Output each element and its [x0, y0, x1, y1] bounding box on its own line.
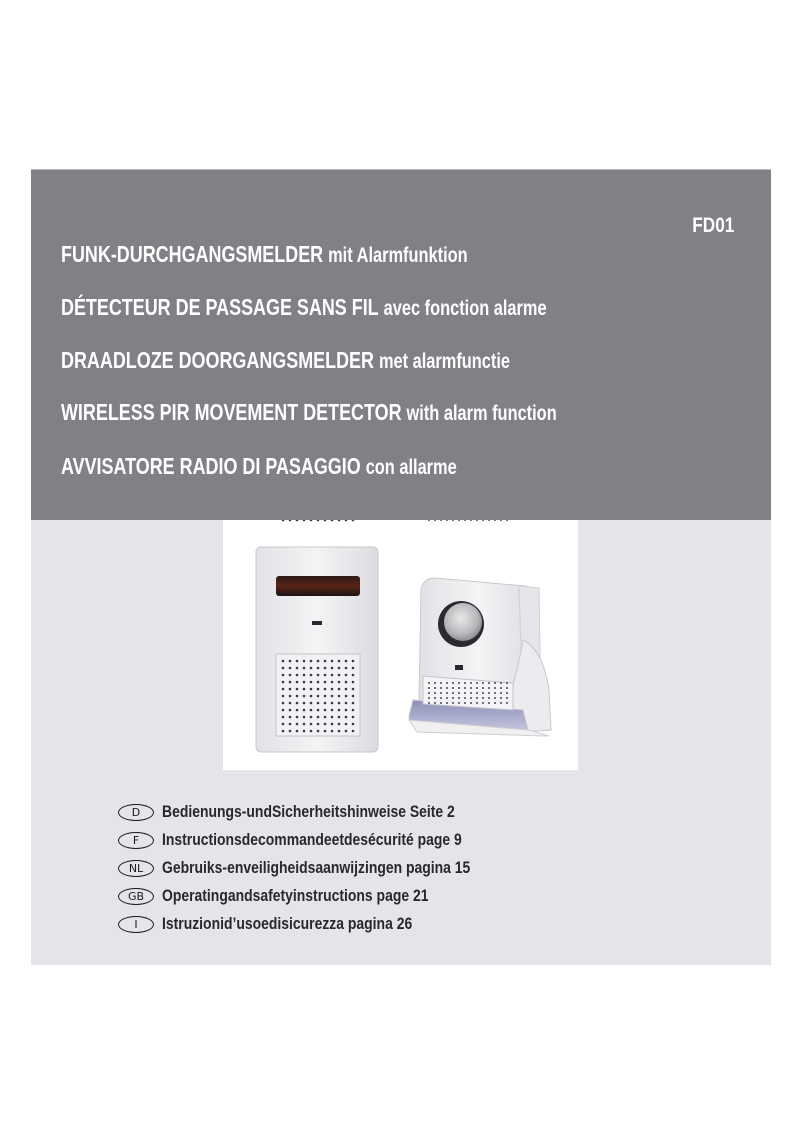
toc-row-english — [118, 882, 538, 910]
title-caps: FUNK-DURCHGANGSMELDER — [61, 241, 324, 267]
title-english — [61, 399, 557, 426]
toc-entry: Operatingandsafetyinstructions page 21 — [162, 886, 429, 905]
content-panel — [31, 520, 771, 965]
toc-entry: Gebruiks-enveiligheidsaanwijzingen pagina 15 — [162, 858, 471, 877]
title-dutch — [61, 347, 510, 374]
toc-entry: Istruzionid’usoedisicurezza pagina 26 — [162, 914, 413, 933]
title-panel — [31, 169, 771, 521]
title-caps: WIRELESS PIR MOVEMENT DETECTOR — [61, 399, 402, 425]
receiver-unit — [256, 520, 378, 752]
language-badge: NL — [118, 860, 154, 877]
title-german — [61, 241, 468, 268]
pir-sensor-unit — [409, 520, 551, 736]
toc-row-italian — [118, 910, 538, 938]
toc-row-french — [118, 826, 538, 854]
product-photo — [223, 520, 578, 770]
model-number: FD01 — [691, 214, 734, 237]
title-rest: con allarme — [365, 456, 457, 479]
title-rest: with alarm function — [406, 402, 557, 425]
language-badge: I — [118, 916, 154, 933]
product-illustration — [223, 520, 578, 770]
title-french — [61, 294, 547, 321]
language-badge: F — [118, 832, 154, 849]
language-badge: GB — [118, 888, 154, 905]
toc-entry: Bedienungs-undSicherheitshinweise Seite 2 — [162, 802, 455, 821]
toc-row-german — [118, 798, 538, 826]
language-index — [118, 798, 538, 938]
title-caps: AVVISATORE RADIO DI PASAGGIO — [61, 453, 361, 479]
language-badge: D — [118, 804, 154, 821]
toc-row-dutch — [118, 854, 538, 882]
title-caps: DÉTECTEUR DE PASSAGE SANS FIL — [61, 294, 379, 320]
title-rest: mit Alarmfunktion — [328, 244, 468, 267]
title-rest: met alarmfunctie — [378, 350, 511, 373]
title-italian — [61, 453, 457, 480]
title-rest: avec fonction alarme — [383, 297, 547, 320]
toc-entry: Instructionsdecommandeetdesécurité page 9 — [162, 830, 462, 849]
title-caps: DRAADLOZE DOORGANGSMELDER — [61, 347, 374, 373]
